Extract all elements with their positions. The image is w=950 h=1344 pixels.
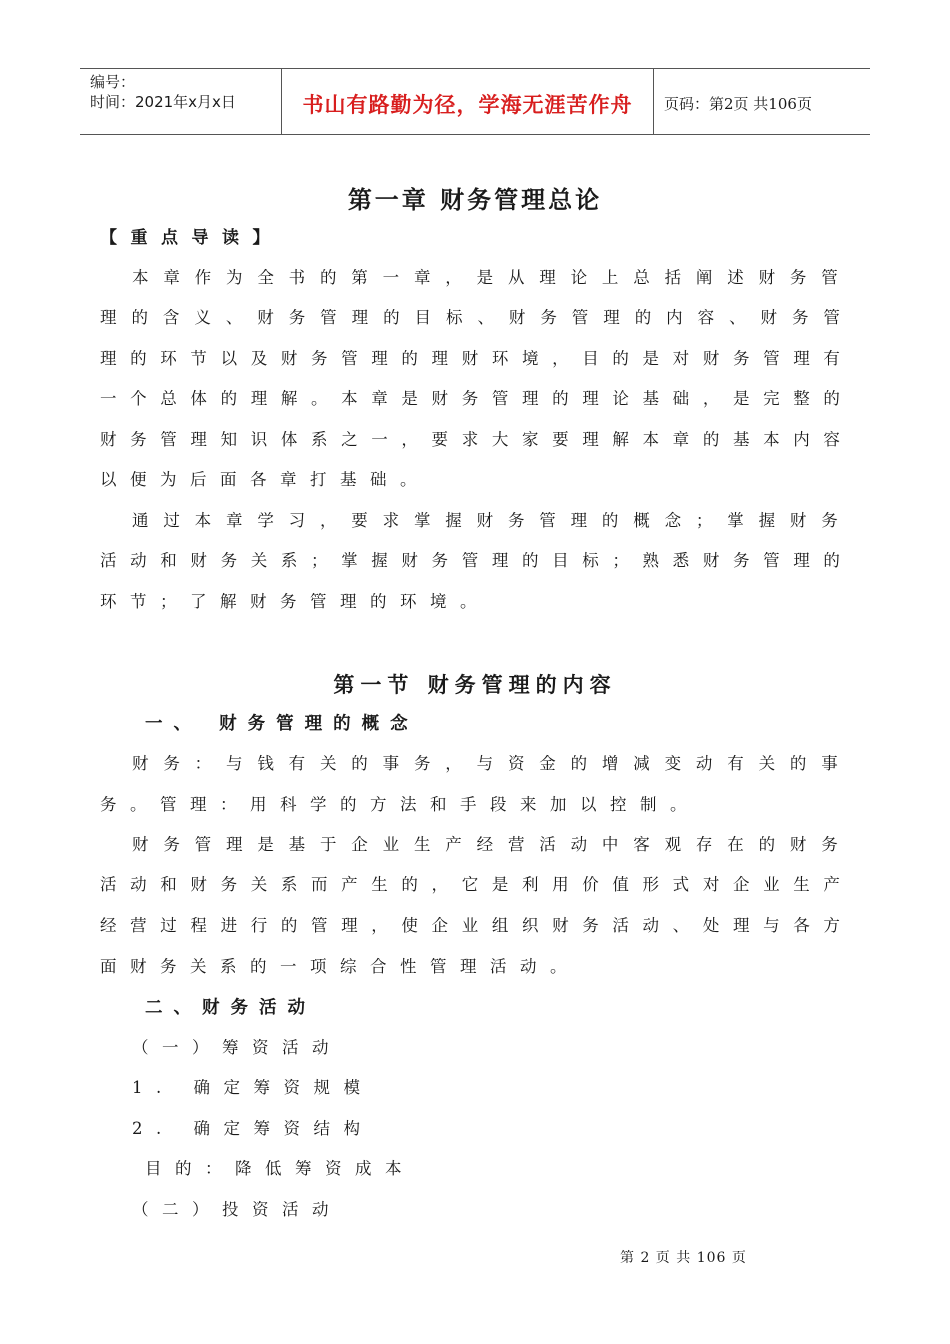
text-char: 之 <box>341 430 358 449</box>
text-char: 的 <box>570 754 588 773</box>
text-char: 的 <box>351 754 368 773</box>
text-char: 关 <box>250 875 268 894</box>
text-char: 、 <box>672 916 690 935</box>
text-char: 系 <box>280 875 298 894</box>
text-char: 是 <box>642 349 660 368</box>
text-char: 基 <box>642 389 660 408</box>
text-char: 和 <box>160 551 177 570</box>
text-char: ， <box>431 875 449 894</box>
text-char: 章 <box>371 389 388 408</box>
text-char: 事 <box>821 754 838 773</box>
text-char: 要 <box>431 430 449 449</box>
mgmt-def-line <box>100 914 840 938</box>
text-char: 为 <box>225 268 243 287</box>
text-char: 。 <box>310 389 328 408</box>
finance-def-line <box>132 752 838 776</box>
text-char: 基 <box>288 835 306 854</box>
text-char: 与 <box>225 754 243 773</box>
text-char: 的 <box>280 916 298 935</box>
study-line: 环节；了解财务管理的环境。 <box>100 592 490 611</box>
text-char: 务 <box>582 916 599 935</box>
text-char: 握 <box>758 511 776 530</box>
text-char: 变 <box>664 754 682 773</box>
text-char: 生 <box>413 835 431 854</box>
activity-heading: 二、财务活动 <box>145 998 316 1018</box>
text-char: 形 <box>642 875 660 894</box>
text-char: 要 <box>552 430 569 449</box>
text-char: 理 <box>100 349 117 368</box>
text-char: 用 <box>552 875 569 894</box>
text-char: 财 <box>431 389 449 408</box>
text-char: 掌 <box>727 511 744 530</box>
text-char: 与 <box>476 754 494 773</box>
text-char: 财 <box>702 349 720 368</box>
text-char: 方 <box>823 916 840 935</box>
text-char: 环 <box>160 349 177 368</box>
text-char: ， <box>702 389 720 408</box>
text-char: 上 <box>601 268 619 287</box>
text-char: 与 <box>763 916 780 935</box>
text-char: 大 <box>491 430 509 449</box>
text-char: 的 <box>130 349 147 368</box>
text-char: 务 <box>540 308 557 327</box>
text-char: 是 <box>476 268 494 287</box>
text-char: 的 <box>702 430 720 449</box>
text-char: 标 <box>445 308 463 327</box>
text-char: 组 <box>491 916 509 935</box>
text-char: 资 <box>507 754 525 773</box>
text-char: 整 <box>793 389 810 408</box>
text-char: 的 <box>758 835 776 854</box>
text-char: 家 <box>521 430 539 449</box>
text-char: 念 <box>664 511 682 530</box>
text-char: 在 <box>727 835 744 854</box>
text-char: 务 <box>791 308 809 327</box>
text-char: 减 <box>633 754 650 773</box>
text-char: 财 <box>789 835 807 854</box>
text-char: 的 <box>401 875 418 894</box>
text-char: 的 <box>612 349 629 368</box>
text-char: 财 <box>508 308 526 327</box>
text-char: 事 <box>382 754 400 773</box>
text-char: 有 <box>823 349 840 368</box>
text-char: 以 <box>220 349 238 368</box>
text-char: 关 <box>250 551 268 570</box>
text-char: 值 <box>612 875 629 894</box>
text-char: 管 <box>194 835 212 854</box>
text-char: 体 <box>190 389 207 408</box>
text-char: 而 <box>310 875 328 894</box>
header-meta <box>80 69 282 134</box>
text-char: 是 <box>401 389 418 408</box>
text-char: 全 <box>257 268 274 287</box>
text-char: 产 <box>341 875 358 894</box>
text-char: 理 <box>341 916 358 935</box>
text-char: 理 <box>491 551 509 570</box>
header-motto: 书山有路勤为径，学海无涯苦作舟 <box>282 69 654 134</box>
text-char: 基 <box>732 430 750 449</box>
text-char: 理 <box>371 349 388 368</box>
text-char: 务 <box>507 511 525 530</box>
text-char: 管 <box>160 430 177 449</box>
text-char: 金 <box>539 754 556 773</box>
text-char: 是 <box>732 389 750 408</box>
text-char: 要 <box>351 511 368 530</box>
text-char: 务 <box>163 754 180 773</box>
text-char: 产 <box>445 835 462 854</box>
text-char: 务 <box>413 754 431 773</box>
text-char: 章 <box>163 268 180 287</box>
text-char: 理 <box>431 349 449 368</box>
text-char: ， <box>552 349 569 368</box>
text-char: 织 <box>521 916 539 935</box>
text-char: 务 <box>220 551 238 570</box>
text-char: ； <box>695 511 713 530</box>
text-char: 过 <box>163 511 180 530</box>
text-char: 标 <box>582 551 599 570</box>
activity-item: 2. 确定筹资结构 <box>132 1119 374 1138</box>
text-char: 生 <box>371 875 388 894</box>
text-char: 理 <box>582 389 599 408</box>
text-char: 过 <box>160 916 177 935</box>
text-char: 理 <box>539 268 556 287</box>
text-char: 对 <box>702 875 720 894</box>
text-char: 务 <box>732 551 750 570</box>
text-char: 使 <box>401 916 418 935</box>
text-char: 管 <box>763 349 780 368</box>
concept-heading: 一、 财务管理的概念 <box>145 714 419 734</box>
text-char: 本 <box>194 511 212 530</box>
chapter-title: 第一章 财务管理总论 <box>347 186 603 214</box>
text-char: 掌 <box>413 511 431 530</box>
text-char: 存 <box>695 835 713 854</box>
text-char: 一 <box>100 389 117 408</box>
text-char: ， <box>445 754 462 773</box>
text-char: 知 <box>220 430 238 449</box>
text-char: 理 <box>190 430 207 449</box>
text-char: 的 <box>383 308 400 327</box>
text-char: 的 <box>789 754 807 773</box>
text-char: ， <box>371 916 388 935</box>
text-char: 识 <box>250 430 268 449</box>
text-char: 的 <box>401 349 418 368</box>
text-char: 目 <box>414 308 432 327</box>
text-char: 生 <box>793 875 810 894</box>
text-char: 础 <box>672 389 690 408</box>
text-char: 行 <box>250 916 268 935</box>
text-char: 财 <box>758 268 776 287</box>
intro-line: 以便为后面各章打基础。 <box>100 470 430 489</box>
text-char: 营 <box>507 835 525 854</box>
text-char: 从 <box>507 268 525 287</box>
text-char: 一 <box>382 268 400 287</box>
text-char: 管 <box>491 389 509 408</box>
header-date: 时间：2021年x月x日 <box>90 93 236 111</box>
text-char: 本 <box>642 430 660 449</box>
text-char: 理 <box>250 389 268 408</box>
text-char: ， <box>445 268 462 287</box>
text-char: 是 <box>257 835 274 854</box>
activity-item: （一）筹资活动 <box>132 1038 342 1057</box>
text-char: 节 <box>190 349 207 368</box>
text-char: 本 <box>132 268 149 287</box>
text-char: 解 <box>280 389 298 408</box>
intro-line <box>100 347 840 371</box>
document-header <box>80 68 870 135</box>
text-char: 钱 <box>257 754 274 773</box>
text-char: 它 <box>461 875 479 894</box>
text-char: 、 <box>225 308 243 327</box>
text-char: 管 <box>539 511 556 530</box>
text-char: 各 <box>793 916 810 935</box>
activity-item: （二）投资活动 <box>132 1200 342 1219</box>
header-code: 编号： <box>90 73 136 91</box>
text-char: 企 <box>732 875 750 894</box>
text-char: 处 <box>702 916 720 935</box>
text-char: 业 <box>461 916 479 935</box>
text-char: 管 <box>320 308 337 327</box>
text-char: 含 <box>162 308 180 327</box>
text-char: 个 <box>130 389 147 408</box>
text-char: 的 <box>319 268 337 287</box>
text-char: 财 <box>190 551 207 570</box>
text-char: 财 <box>702 551 720 570</box>
header-page-info: 页码：第2页 共106页 <box>664 95 812 113</box>
text-char: 动 <box>130 551 147 570</box>
text-char: 动 <box>695 754 713 773</box>
text-char: 书 <box>288 268 306 287</box>
text-char: 务 <box>789 268 807 287</box>
text-char: 业 <box>763 875 780 894</box>
text-char: 述 <box>727 268 744 287</box>
mgmt-def-line <box>132 833 838 857</box>
text-char: 求 <box>461 430 479 449</box>
text-char: 产 <box>823 875 840 894</box>
text-char: 阐 <box>695 268 713 287</box>
text-char: 财 <box>132 835 149 854</box>
text-char: 、 <box>729 308 746 327</box>
text-char: 有 <box>727 754 744 773</box>
text-char: 的 <box>823 389 840 408</box>
text-char: 财 <box>100 430 117 449</box>
text-char: 的 <box>220 389 238 408</box>
text-char: 财 <box>461 349 479 368</box>
text-char: 业 <box>382 835 400 854</box>
text-char: 务 <box>163 835 180 854</box>
text-char: 章 <box>225 511 243 530</box>
text-char: 握 <box>371 551 388 570</box>
text-char: 式 <box>672 875 690 894</box>
text-char: 章 <box>413 268 431 287</box>
text-char: 于 <box>319 835 337 854</box>
study-line <box>100 549 840 573</box>
text-char: 对 <box>672 349 690 368</box>
text-char: 系 <box>280 551 298 570</box>
text-char: 财 <box>280 349 298 368</box>
text-char: 括 <box>664 268 682 287</box>
text-char: 理 <box>351 308 369 327</box>
activity-item: 1. 确定筹资规模 <box>132 1078 374 1097</box>
text-char: ； <box>310 551 328 570</box>
finance-def-line: 务。管理：用科学的方法和手段来加以控制。 <box>100 795 700 814</box>
text-char: 和 <box>160 875 177 894</box>
text-char: 务 <box>821 511 838 530</box>
text-char: 习 <box>288 511 306 530</box>
text-char: 悉 <box>672 551 690 570</box>
text-char: 理 <box>100 308 117 327</box>
intro-line <box>100 306 840 330</box>
text-char: 环 <box>491 349 509 368</box>
text-char: 中 <box>601 835 619 854</box>
text-char: 作 <box>194 268 212 287</box>
text-char: 理 <box>225 835 243 854</box>
text-char: 理 <box>521 389 539 408</box>
text-char: 理 <box>603 308 620 327</box>
text-char: 经 <box>476 835 494 854</box>
text-char: 关 <box>758 754 776 773</box>
text-char: 活 <box>539 835 556 854</box>
text-char: 务 <box>310 349 328 368</box>
text-char: 企 <box>351 835 368 854</box>
text-char: 管 <box>341 349 358 368</box>
text-char: 管 <box>763 551 780 570</box>
text-char: 活 <box>100 875 117 894</box>
text-char: 目 <box>552 551 569 570</box>
text-char: 通 <box>132 511 149 530</box>
text-char: 活 <box>100 551 117 570</box>
text-char: 活 <box>612 916 629 935</box>
text-char: 动 <box>570 835 588 854</box>
text-char: 论 <box>612 389 629 408</box>
text-char: 章 <box>672 430 690 449</box>
text-char: 握 <box>445 511 462 530</box>
text-char: ， <box>319 511 337 530</box>
text-char: 的 <box>601 511 619 530</box>
key-reading-heading: 【重点导读】 <box>100 228 283 248</box>
text-char: 观 <box>664 835 682 854</box>
text-char: 容 <box>823 430 840 449</box>
text-char: 有 <box>288 754 306 773</box>
text-char: 掌 <box>341 551 358 570</box>
text-char: 体 <box>280 430 298 449</box>
text-char: 价 <box>582 875 599 894</box>
text-char: ： <box>194 754 212 773</box>
text-char: 是 <box>491 875 509 894</box>
text-char: 解 <box>612 430 629 449</box>
text-char: 学 <box>257 511 274 530</box>
text-char: 务 <box>461 389 479 408</box>
text-char: 动 <box>642 916 660 935</box>
mgmt-def-line <box>100 873 840 897</box>
text-char: 的 <box>823 551 840 570</box>
text-char: 总 <box>633 268 650 287</box>
text-char: 财 <box>760 308 778 327</box>
text-char: 理 <box>732 916 750 935</box>
text-char: 完 <box>763 389 780 408</box>
text-char: 务 <box>288 308 306 327</box>
intro-line <box>100 428 840 452</box>
text-char: 财 <box>132 754 149 773</box>
text-char: 进 <box>220 916 238 935</box>
text-char: 境 <box>521 349 539 368</box>
text-char: 动 <box>130 875 147 894</box>
text-char: 本 <box>763 430 780 449</box>
text-char: 、 <box>477 308 494 327</box>
text-char: 理 <box>582 430 599 449</box>
text-char: 增 <box>601 754 619 773</box>
text-char: 理 <box>793 349 810 368</box>
text-char: 目 <box>582 349 599 368</box>
text-char: 利 <box>521 875 539 894</box>
text-char: 管 <box>310 916 328 935</box>
text-char: 内 <box>666 308 683 327</box>
study-line <box>132 509 838 533</box>
text-char: 程 <box>190 916 207 935</box>
text-char: 的 <box>552 389 569 408</box>
text-char: 管 <box>461 551 479 570</box>
text-char: 营 <box>130 916 147 935</box>
text-char: 总 <box>160 389 177 408</box>
text-char: 财 <box>552 916 569 935</box>
text-char: 客 <box>633 835 650 854</box>
mgmt-def-line: 面财务关系的一项综合性管理活动。 <box>100 957 580 976</box>
text-char: 熟 <box>642 551 660 570</box>
activity-item: 目的：降低筹资成本 <box>145 1159 415 1178</box>
text-char: 概 <box>633 511 650 530</box>
text-char: 本 <box>341 389 358 408</box>
text-char: 内 <box>793 430 810 449</box>
text-char: 的 <box>131 308 148 327</box>
text-char: 理 <box>793 551 810 570</box>
text-char: 财 <box>401 551 418 570</box>
text-char: 系 <box>310 430 328 449</box>
text-char: ， <box>401 430 418 449</box>
intro-line <box>100 387 840 411</box>
text-char: 务 <box>220 875 238 894</box>
text-char: 及 <box>250 349 268 368</box>
intro-line <box>132 266 838 290</box>
text-char: 第 <box>351 268 368 287</box>
text-char: 义 <box>194 308 211 327</box>
text-char: 务 <box>732 349 750 368</box>
text-char: 经 <box>100 916 117 935</box>
text-char: 管 <box>823 308 840 327</box>
text-char: 管 <box>571 308 589 327</box>
text-char: 务 <box>130 430 147 449</box>
text-char: 务 <box>431 551 449 570</box>
text-char: 财 <box>257 308 274 327</box>
text-char: 的 <box>634 308 652 327</box>
text-char: 理 <box>570 511 588 530</box>
text-char: 关 <box>319 754 337 773</box>
text-char: 财 <box>476 511 494 530</box>
text-char: 容 <box>697 308 715 327</box>
text-char: 企 <box>431 916 449 935</box>
text-char: ； <box>612 551 629 570</box>
page-footer: 第 2 页 共 106 页 <box>620 1250 747 1266</box>
text-char: 财 <box>789 511 807 530</box>
text-char: 论 <box>570 268 588 287</box>
text-char: 财 <box>190 875 207 894</box>
text-char: 管 <box>821 268 838 287</box>
text-char: 一 <box>371 430 388 449</box>
text-char: 求 <box>382 511 400 530</box>
section-title: 第一节 财务管理的内容 <box>333 673 617 697</box>
text-char: 务 <box>821 835 838 854</box>
text-char: 的 <box>521 551 539 570</box>
